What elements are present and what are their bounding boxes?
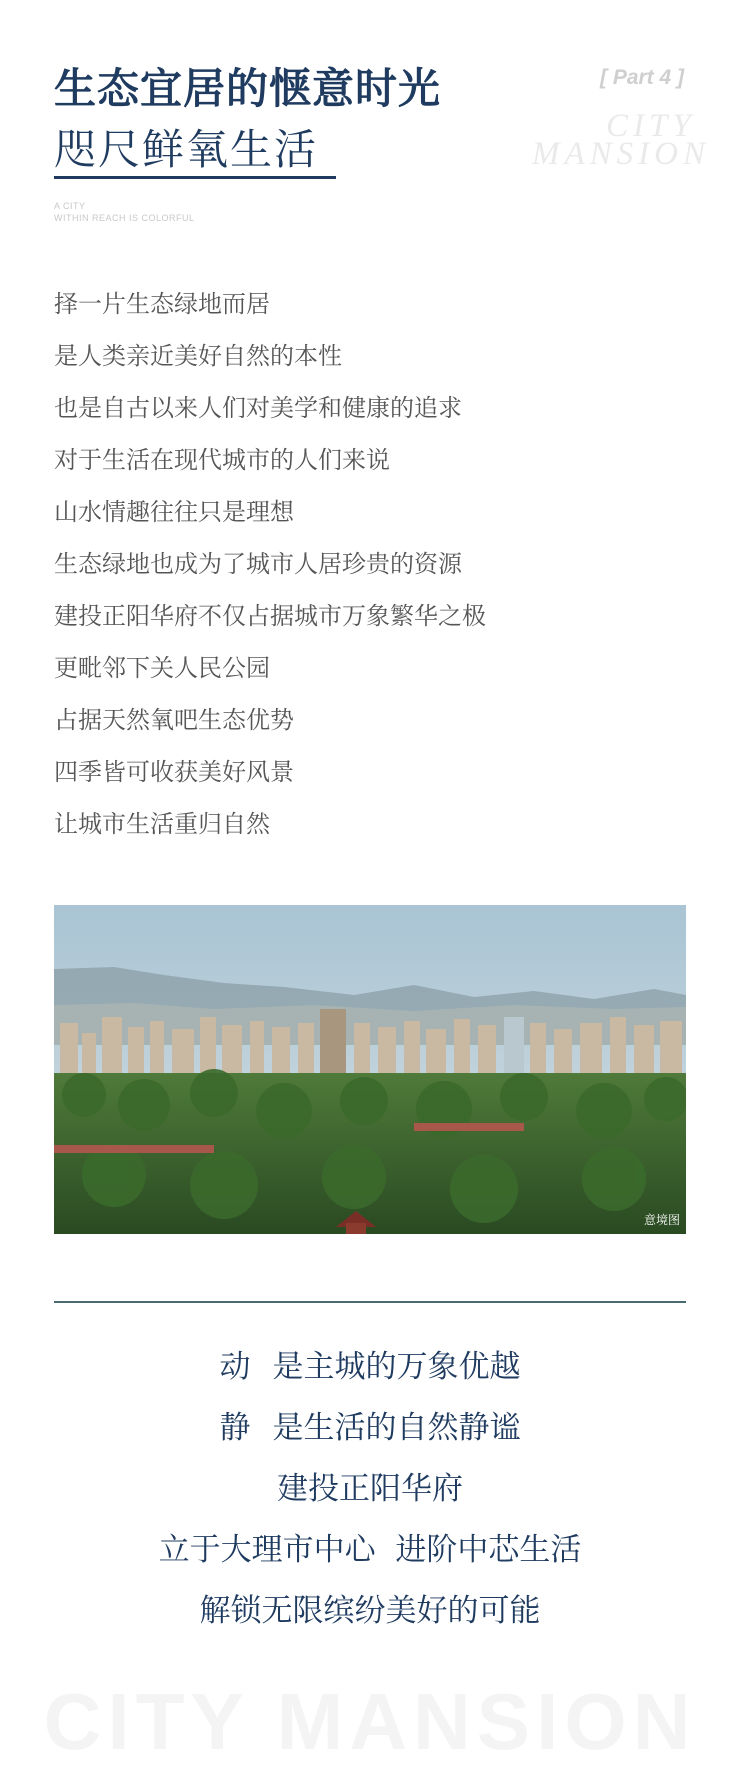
body-line: 对于生活在现代城市的人们来说 — [54, 446, 390, 474]
part-tag: [ Part 4 ] — [600, 66, 685, 89]
slogan-lead: 动 — [219, 1349, 251, 1385]
body-line: 生态绿地也成为了城市人居珍贵的资源 — [54, 550, 462, 578]
body-line: 是人类亲近美好自然的本性 — [54, 342, 342, 370]
body-line: 建投正阳华府不仅占据城市万象繁华之极 — [54, 602, 486, 630]
title-underline — [54, 176, 336, 179]
body-line: 让城市生活重归自然 — [54, 810, 270, 838]
ghost-watermark-mansion: MANSION — [532, 136, 710, 172]
body-line: 更毗邻下关人民公园 — [54, 654, 270, 682]
slogan-line: 立于大理市中心 进阶中芯生活 — [158, 1532, 582, 1568]
page-title-line2: 咫尺鲜氧生活 — [54, 125, 319, 174]
body-line: 四季皆可收获美好风景 — [54, 758, 294, 786]
slogan-list — [0, 1342, 740, 1647]
tagline — [54, 200, 195, 224]
tagline-line1: A CITY — [54, 201, 86, 211]
body-line: 山水情趣往往只是理想 — [54, 498, 294, 526]
body-text-list — [54, 284, 486, 856]
city-park-photo — [54, 905, 686, 1234]
footer-watermark: CITY MANSION — [43, 1677, 697, 1766]
page-title-line1: 生态宜居的惬意时光 — [54, 64, 442, 113]
slogan-line: 解锁无限缤纷美好的可能 — [199, 1593, 541, 1629]
tagline-line2: WITHIN REACH IS COLORFUL — [54, 213, 195, 223]
section-divider — [54, 1301, 686, 1303]
slogan-line: 建投正阳华府 — [277, 1471, 463, 1507]
city-park-illustration — [54, 905, 686, 1234]
body-line: 占据天然氧吧生态优势 — [54, 706, 294, 734]
body-line: 择一片生态绿地而居 — [54, 290, 270, 318]
photo-caption: 意境图 — [643, 1213, 680, 1227]
slogan-text: 是主城的万象优越 — [272, 1349, 521, 1385]
slogan-line — [0, 1342, 740, 1403]
slogan-lead: 静 — [219, 1410, 251, 1446]
slogan-text: 是生活的自然静谧 — [272, 1410, 521, 1446]
slogan-line — [0, 1403, 740, 1464]
body-line: 也是自古以来人们对美学和健康的追求 — [54, 394, 462, 422]
ghost-watermark-city: CITY — [606, 108, 696, 144]
